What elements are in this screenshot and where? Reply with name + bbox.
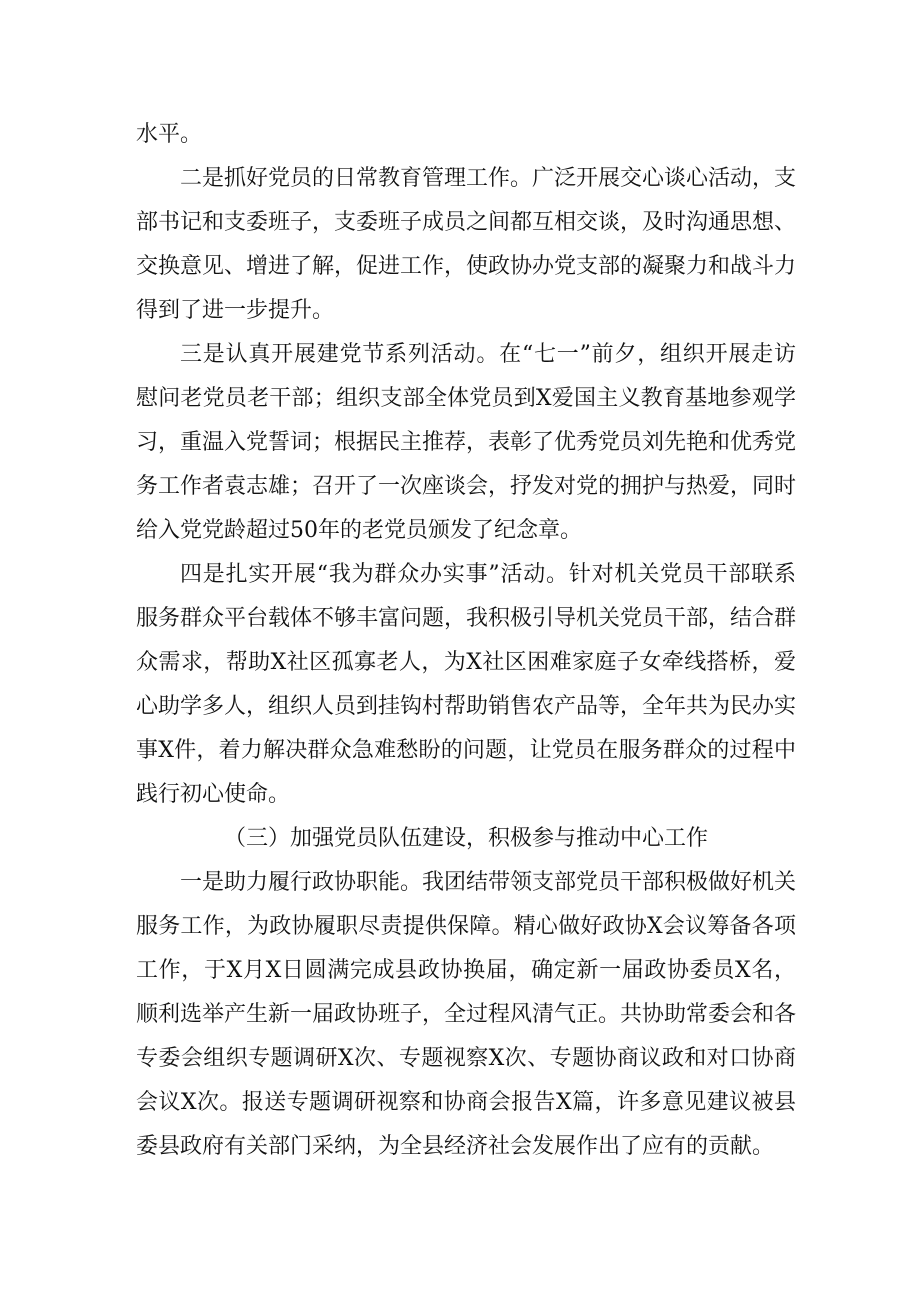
document-body: [136, 113, 796, 1169]
paragraph-continuation: 水平。: [136, 122, 203, 147]
paragraph-cppcc-duties: 一是助力履行政协职能。我团结带领支部党员干部积极做好机关服务工作，为政协履职尽责提供保障。精心做好政协X会议筹备各项工作，于X月X日圆满完成县政协换届，确定新一届政协委员X名，顺利选举产生新一届政协班子，全过程风清气正。共协助常委会和各专委会组织专题调研X次、专题视察X次、专题协商议政和对口协商会议X次。报送专题调研视察和协商会报告X篇，许多意见建议被县委县政府有关部门采纳，为全县经济社会发展作出了应有的贡献。: [136, 870, 797, 1159]
paragraph-party-founding-activities: 三是认真开展建党节系列活动。在“七一”前夕，组织开展走访慰问老党员老干部；组织支部全体党员到X爱国主义教育基地参观学习，重温入党誓词；根据民主推荐，表彰了优秀党员刘先艳和优秀党务工作者袁志雄；召开了一次座谈会，抒发对党的拥护与热爱，同时给入党党龄超过50年的老党员颁发了纪念章。: [136, 342, 797, 543]
section-heading: （三）加强党员队伍建设，积极参与推动中心工作: [224, 826, 709, 851]
paragraph-practical-deeds: 四是扎实开展“我为群众办实事”活动。针对机关党员干部联系服务群众平台载体不够丰富问题，我积极引导机关党员干部，结合群众需求，帮助X社区孤寡老人，为X社区困难家庭子女牵线搭桥，爱心助学多人，组织人员到挂钩村帮助销售农产品等，全年共为民办实事X件，着力解决群众急难愁盼的问题，让党员在服务群众的过程中践行初心使命。: [136, 562, 797, 807]
paragraph-member-education: 二是抓好党员的日常教育管理工作。广泛开展交心谈心活动，支部书记和支委班子，支委班子成员之间都互相交谈，及时沟通思想、交换意见、增进了解，促进工作，使政协办党支部的凝聚力和战斗力得到了进一步提升。: [136, 166, 797, 323]
